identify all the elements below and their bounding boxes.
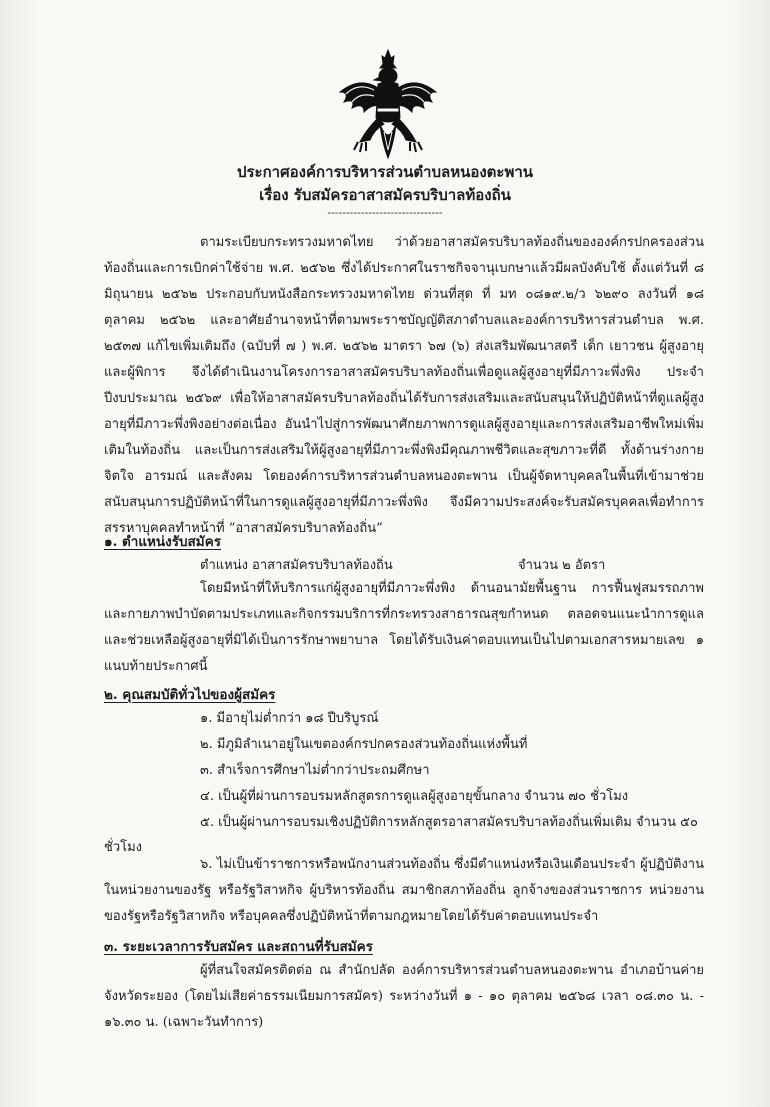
qualification-item: ๓. สำเร็จการศึกษาไม่ต่ำกว่าประถมศึกษา (200, 763, 430, 778)
section1-heading: ๑. ตำแหน่งรับสมัคร (104, 534, 221, 550)
section2-heading: ๒. คุณสมบัติทั่วไปของผู้สมัคร (104, 687, 276, 703)
title-divider: ------------------------------- (327, 206, 443, 219)
announcement-title: ประกาศองค์การบริหารส่วนตำบลหนองตะพาน (236, 163, 534, 181)
intro-paragraph: ตามระเบียบกระทรวงมหาดไทย ว่าด้วยอาสาสมัครบริบาลท้องถิ่นขององค์กรปกครองส่วนท้องถิ่นและการเบิกค่าใช้จ่าย พ.ศ. ๒๕๖๒ ซึ่งได้ประกาศในราชกิจจานุเบกษาแล้วมีผลบังคับใช้ ตั้งแต่วันที่ ๘ มิถุนายน ๒๕๖๒ ประกอบกับหนังสือกระทรวงมหาดไทย ด่วนที่สุด ที่ มท ๐๘๑๙.๒/ว ๖๒๙๐ ลงวันที่ ๑๘ ตุลาคม ๒๕๖๒ และอาศัยอำนาจหน้าที่ตามพระราชบัญญัติสภาตำบลและองค์การบริหารส่วนตำบล พ.ศ. ๒๕๓๗ แก้ไขเพิ่มเติมถึง (ฉบับที่ ๗ ) พ.ศ. ๒๕๖๒ มาตรา ๖๗ (๖) ส่งเสริมพัฒนาสตรี เด็ก เยาวชน ผู้สูงอายุ และผู้พิการ จึงได้ดำเนินงานโครงการอาสาสมัครบริบาลท้องถิ่นเพื่อดูแลผู้สูงอายุที่มีภาวะพึ่งพิง ประจำปีงบประมาณ ๒๕๖๙ เพื่อให้อาสาสมัครบริบาลท้องถิ่นได้รับการส่งเสริมและสนับสนุนให้ปฏิบัติหน้าที่ดูแลผู้สูงอายุที่มีภาวะพึ่งพิงอย่างต่อเนื่อง อันนำไปสู่การพัฒนาศักยภาพการดูแลผู้สูงอายุและการส่งเสริมอาชีพใหม่เพิ่มเติมในท้องถิ่น และเป็นการส่งเสริมให้ผู้สูงอายุที่มีภาวะพึ่งพิงมีคุณภาพชีวิตและสุขภาวะที่ดี ทั้งด้านร่างกาย จิตใจ อารมณ์ และสังคม โดยองค์การบริหารส่วนตำบลหนองตะพาน เป็นผู้จัดหาบุคคลในพื้นที่เข้ามาช่วยสนับสนุนการปฏิบัติหน้าที่ในการดูแลผู้สูงอายุที่มีภาวะพึ่งพิง จึงมีความประสงค์จะรับสมัครบุคคลเพื่อทำการสรรหาบุคคลทำหน้าที่ “อาสาสมัครบริบาลท้องถิ่น” (104, 235, 704, 536)
section3-heading: ๓. ระยะเวลาการรับสมัคร และสถานที่รับสมัคร (104, 939, 373, 955)
position-name: ตำแหน่ง อาสาสมัครบริบาลท้องถิ่น (200, 558, 393, 573)
qualification-item-continued: ชั่วโมง (104, 840, 143, 855)
position-count: จำนวน ๒ อัตรา (518, 558, 606, 573)
position-duty: โดยมีหน้าที่ให้บริการแก่ผู้สูงอายุที่มีภาวะพึ่งพิง ด้านอนามัยพื้นฐาน การฟื้นฟูสมรรถภาพ และกายภาพบำบัดตามประเภทและกิจกรรมบริการที่กระทรวงสาธารณสุขกำหนด ตลอดจนแนะนำการดูแลและช่วยเหลือผู้สูงอายุที่มิได้เป็นการรักษาพยาบาล โดยได้รับเงินค่าตอบแทนเป็นไปตามเอกสารหมายเลข ๑ แนบท้ายประกาศนี้ (104, 581, 704, 674)
application-details: ผู้ที่สนใจสมัครติดต่อ ณ สำนักปลัด องค์การบริหารส่วนตำบลหนองตะพาน อำเภอบ้านค่าย จังหวัดระยอง (โดยไม่เสียค่าธรรมเนียมการสมัคร) ระหว่างวันที่ ๑ - ๑๐ ตุลาคม ๒๕๖๘ เวลา ๐๘.๓๐ น. - ๑๖.๓๐ น. (เฉพาะวันทำการ) (104, 963, 704, 1030)
garuda-emblem-icon (330, 46, 446, 164)
qualification-item: ๔. เป็นผู้ที่ผ่านการอบรมหลักสูตรการดูแลผู้สูงอายุขั้นกลาง จำนวน ๗๐ ชั่วโมง (200, 789, 629, 804)
qualification-item: ๕. เป็นผู้ผ่านการอบรมเชิงปฏิบัติการหลักสูตรอาสาสมัครบริบาลท้องถิ่นเพิ่มเติม จำนวน ๕๐ (200, 815, 698, 830)
announcement-subject: เรื่อง รับสมัครอาสาสมัครบริบาลท้องถิ่น (259, 186, 511, 204)
qualification-item-6: ๖. ไม่เป็นข้าราชการหรือพนักงานส่วนท้องถิ่น ซึ่งมีตำแหน่งหรือเงินเดือนประจำ ผู้ปฏิบัติงานในหน่วยงานของรัฐ หรือรัฐวิสาหกิจ ผู้บริหารท้องถิ่น สมาชิกสภาท้องถิ่น ลูกจ้างของส่วนราชการ หน่วยงานของรัฐหรือรัฐวิสาหกิจ หรือบุคคลซึ่งปฏิบัติหน้าที่ตามกฎหมายโดยได้รับค่าตอบแทนประจำ (104, 857, 704, 924)
qualification-item: ๒. มีภูมิลำเนาอยู่ในเขตองค์กรปกครองส่วนท้องถิ่นแห่งพื้นที่ (200, 737, 528, 752)
qualification-item: ๑. มีอายุไม่ต่ำกว่า ๑๘ ปีบริบูรณ์ (200, 711, 379, 726)
